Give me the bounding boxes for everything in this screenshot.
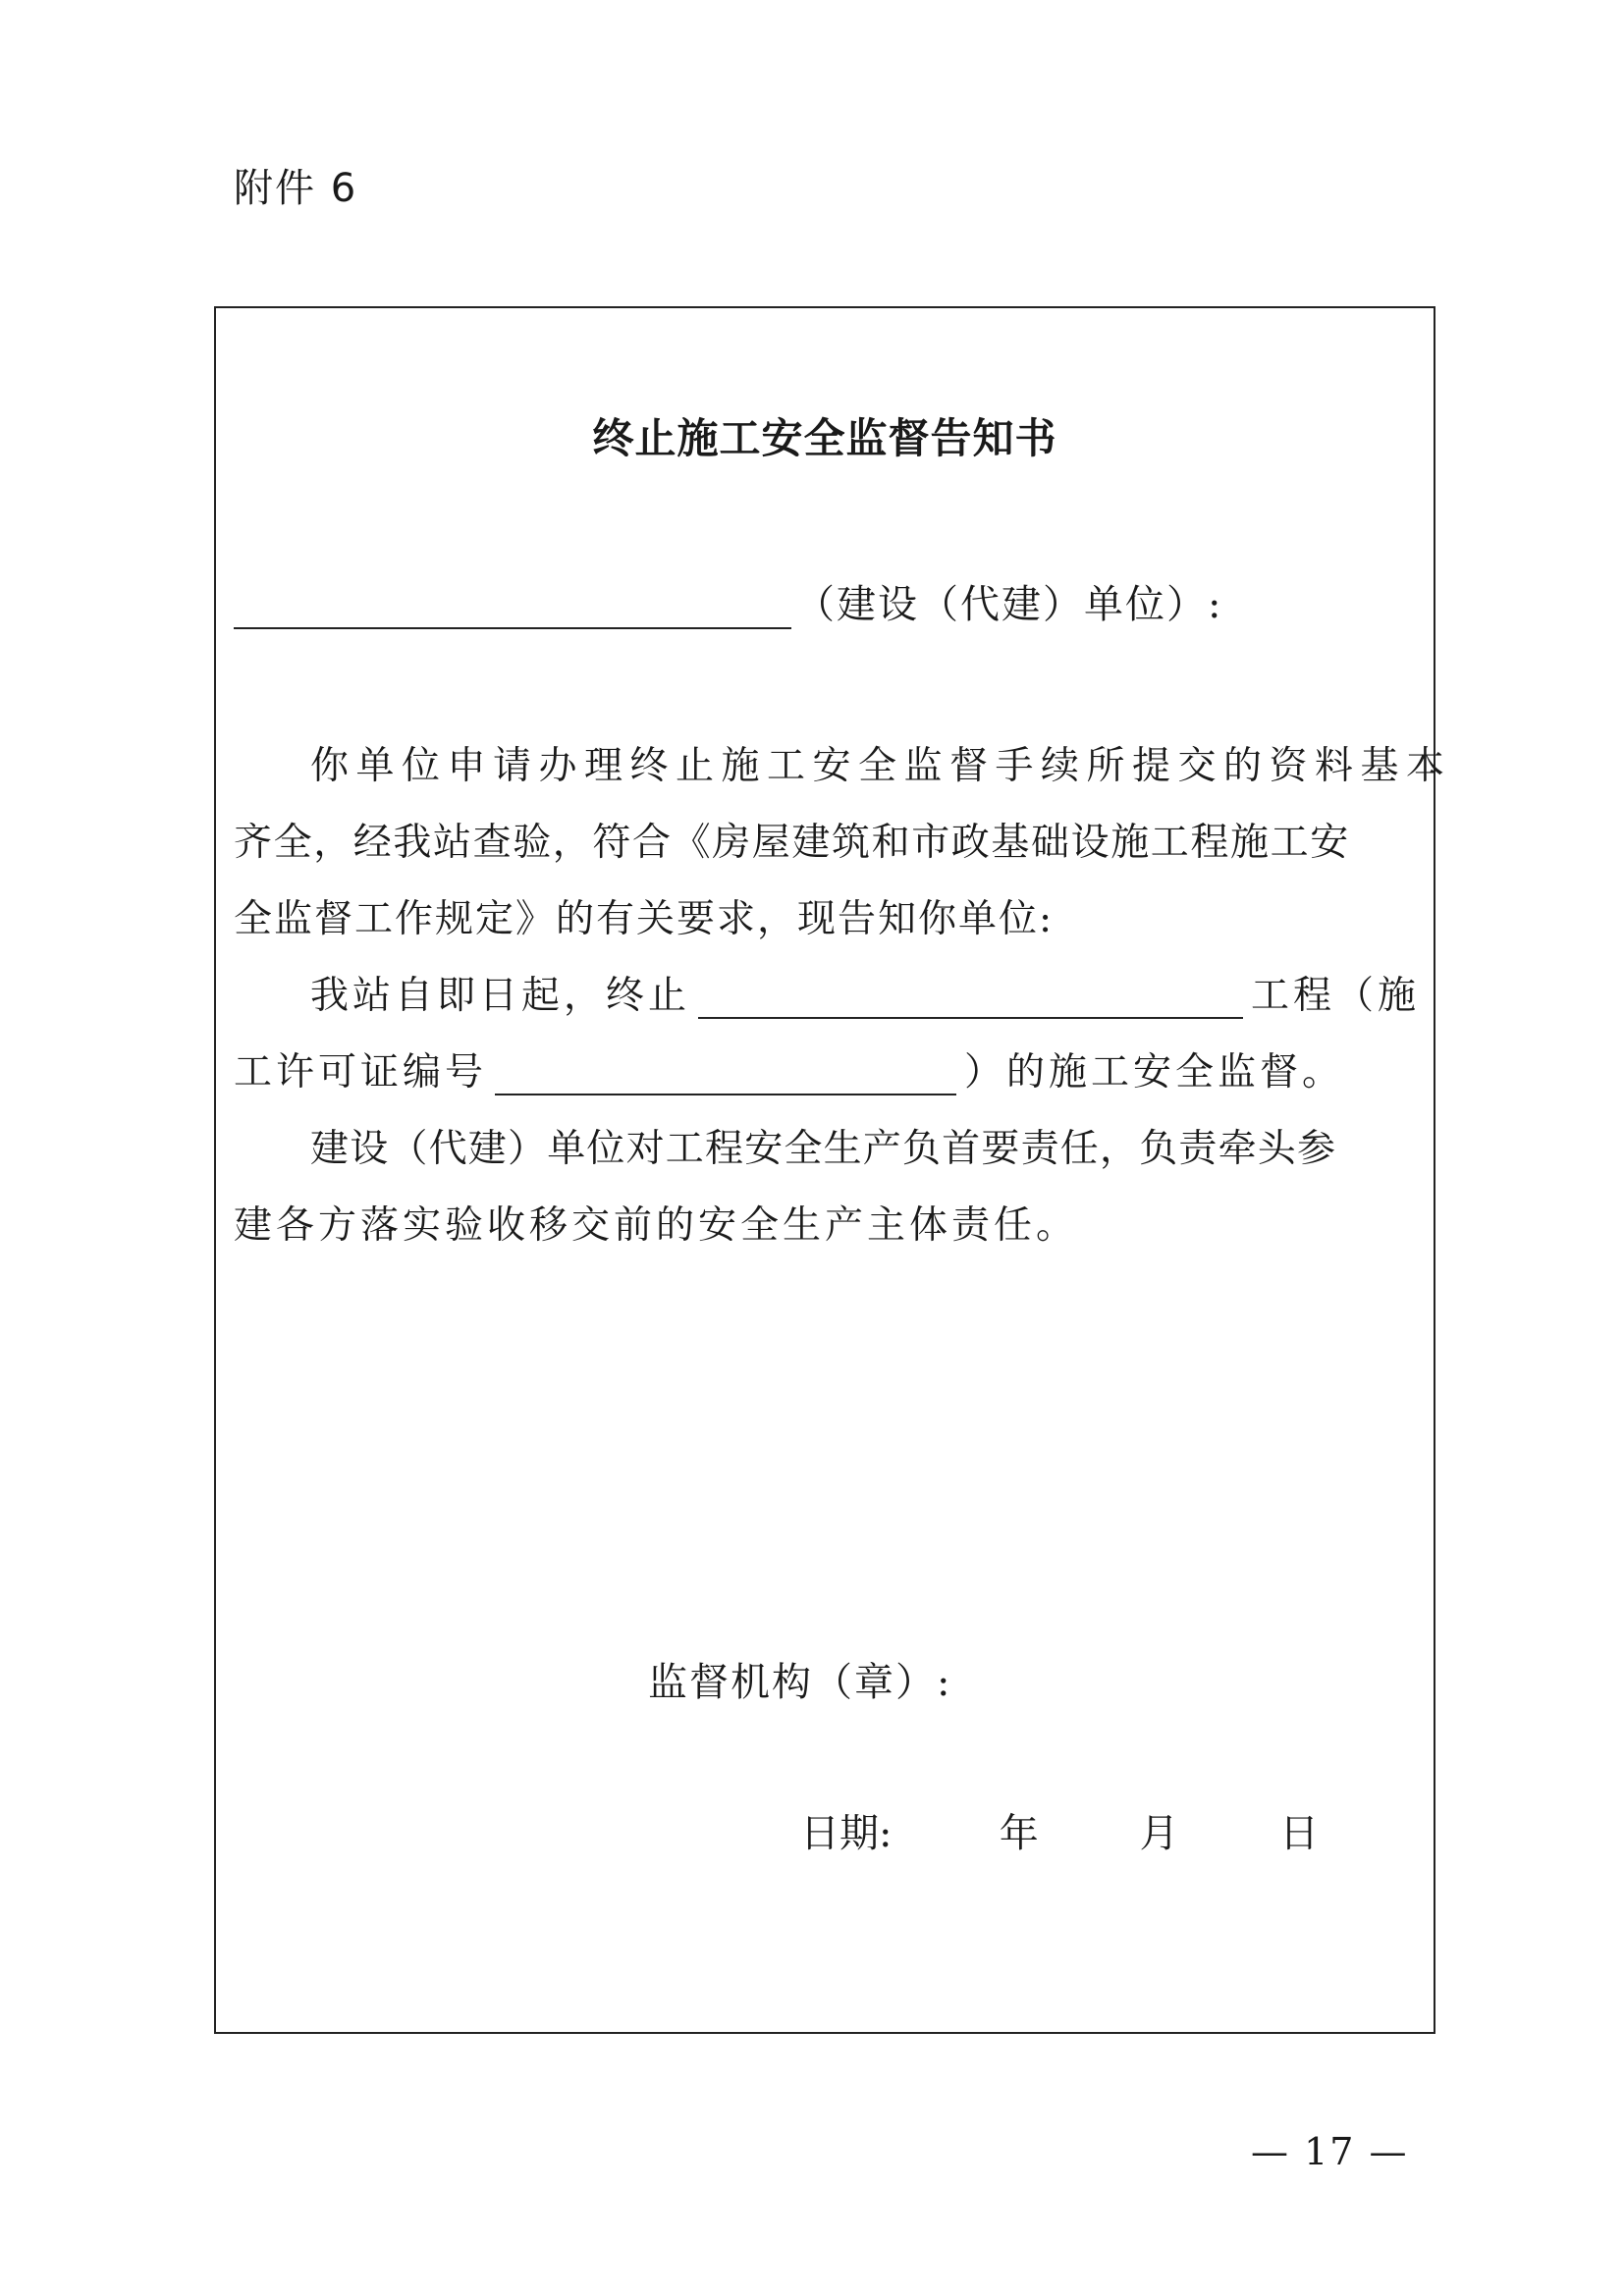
para1-line1-text: 你单位申请办理终止施工安全监督手续所提交的资料基本 bbox=[310, 744, 1452, 788]
date-label: 日期: bbox=[800, 1811, 893, 1856]
notice-title: 终止施工安全监督告知书 bbox=[592, 414, 1057, 462]
para1-line2 bbox=[234, 805, 1420, 881]
para2-line2-suffix: ）的施工安全监督。 bbox=[964, 1050, 1345, 1095]
supervisor-seal-label: 监督机构（章）: bbox=[648, 1660, 952, 1705]
para3-line1 bbox=[234, 1111, 1420, 1188]
para1-line1 bbox=[234, 728, 1452, 805]
para1-line3 bbox=[234, 881, 1420, 958]
notice-body bbox=[234, 728, 1452, 1264]
date-month-label: 月 bbox=[1139, 1811, 1179, 1856]
para1-line2-text: 齐全，经我站查验，符合《房屋建筑和市政基础设施工程施工安 bbox=[234, 821, 1350, 865]
para2-line1-prefix: 我站自即日起，终止 bbox=[310, 974, 691, 1018]
addressee-suffix: （建设（代建）单位）: bbox=[795, 582, 1223, 627]
date-day-label: 日 bbox=[1279, 1811, 1320, 1856]
page-number: — 17 — bbox=[1251, 2130, 1409, 2173]
attachment-label: 附件 6 bbox=[234, 166, 358, 211]
date-year-label: 年 bbox=[999, 1811, 1039, 1856]
para1-line3-text: 全监督工作规定》的有关要求，现告知你单位: bbox=[234, 897, 1055, 941]
addressee-blank-field[interactable] bbox=[234, 588, 791, 629]
para3-line2-text: 建各方落实验收移交前的安全生产主体责任。 bbox=[234, 1203, 1079, 1248]
date-line bbox=[800, 1802, 1319, 1858]
para3-line2 bbox=[234, 1188, 1420, 1264]
para2-line2 bbox=[234, 1035, 1420, 1111]
para2-line1 bbox=[234, 958, 1420, 1035]
project-name-blank-field[interactable] bbox=[698, 974, 1243, 1019]
notice-form-frame bbox=[214, 306, 1452, 2034]
para3-line1-text: 建设（代建）单位对工程安全生产负首要责任，负责牵头参 bbox=[310, 1127, 1337, 1171]
para2-line2-prefix: 工许可证编号 bbox=[234, 1050, 488, 1095]
addressee-line bbox=[234, 573, 1222, 629]
para2-line1-suffix: 工程（施 bbox=[1250, 974, 1420, 1018]
permit-number-blank-field[interactable] bbox=[495, 1050, 956, 1095]
